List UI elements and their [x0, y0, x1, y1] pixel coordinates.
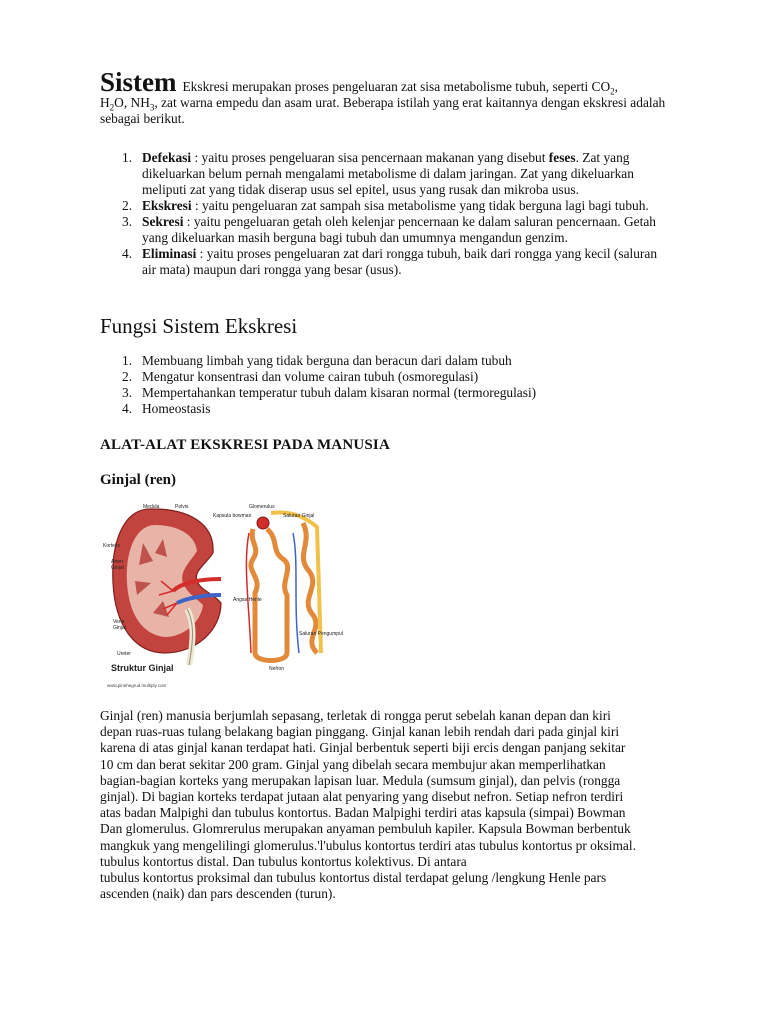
- section-title: Fungsi Sistem Ekskresi: [100, 314, 298, 338]
- term-eliminasi: Eliminasi: [142, 246, 197, 261]
- paragraph-line: Ginjal (ren) manusia berjumlah sepasang, terletak di rongga perut sebelah kanan depan dan kiri: [100, 708, 611, 723]
- label-ureter: Ureter: [117, 651, 131, 657]
- label-nefron: Nefron: [269, 666, 285, 672]
- list-item: [100, 198, 670, 214]
- paragraph-line: mangkuk yang mengelilingi glomerulus.'l'ubulus kontortus terdiri atas tubulus kontortus pr oksimal.: [100, 837, 636, 853]
- list-item: [100, 401, 670, 417]
- function-text: Homeostasis: [142, 401, 211, 416]
- term-text: : yaitu proses pengeluaran sisa pencernaan makanan yang disebut: [191, 150, 549, 165]
- paragraph-line: atas badan Malpighi dan tubulus kontortus. Badan Malpighi terdiri atas kapsula (simpai) Bowman: [100, 805, 626, 821]
- label-ginjal-1: Ginjal: [111, 565, 124, 571]
- paragraph-line: Dan glomerulus. Glomrerulus merupakan anyaman pembuluh kapiler. Kapsula Bowman berbentuk: [100, 821, 631, 837]
- list-item: [100, 214, 670, 246]
- term-ekskresi: Ekskresi: [142, 198, 192, 213]
- paragraph-line: 10 cm dan berat sekitar 200 gram. Ginjal yang dibelah secara membujur akan memperlihatkan: [100, 756, 606, 772]
- label-saluran: Saluran Ginjal: [283, 513, 315, 519]
- document-page: [100, 67, 670, 902]
- label-henle: Angsa Henle: [233, 597, 262, 603]
- list-number: 3.: [122, 214, 133, 229]
- figure-caption: Struktur Ginjal: [111, 663, 174, 673]
- list-number: 1.: [122, 353, 133, 368]
- label-glomerulus: Glomerulus: [249, 504, 275, 510]
- kidney-paragraph: [100, 708, 670, 902]
- heading-organs: ALAT-ALAT EKSKRESI PADA MANUSIA: [100, 437, 391, 453]
- label-kapsula: Kapsula bowman: [213, 513, 252, 519]
- list-item: [100, 385, 670, 401]
- intro-paragraph: [100, 67, 670, 127]
- term-text-2: . Zat yang dikeluarkan belum pernah mengalami metabolisme di dalam jaringan. Zat yang dikeluarkan meliputi zat yang tidak diserap usus sel epitel, usus yang rusak dan mikroba usus.: [142, 150, 634, 197]
- label-pelvis: Pelvis: [175, 504, 189, 510]
- label-pengumpul: Saluran Pengumpul: [299, 631, 343, 637]
- intro-text-d: O, NH: [114, 95, 150, 110]
- intro-text-e: , zat warna empedu dan asam urat. Beberapa istilah yang erat kaitannya dengan ekskresi adalah sebagai berikut.: [100, 95, 666, 126]
- list-item: [100, 246, 670, 278]
- nh3-subscript: 3: [149, 102, 155, 113]
- term-defekasi: Defekasi: [142, 150, 192, 165]
- list-number: 2.: [122, 198, 133, 213]
- paragraph-line: bagian-bagian korteks yang merupakan lapisan luar. Medula (sumsum ginjal), dan pelvis (rongga: [100, 772, 621, 788]
- h2o-subscript: 2: [109, 102, 115, 113]
- paragraph-line: tubulus kontortus proksimal dan tubulus kontortus distal terdapat gelung /lengkung Henle pars: [100, 870, 607, 886]
- label-medula: Medula: [143, 504, 160, 510]
- figure-url: www.pinehegrud.multiply.com: [107, 683, 167, 688]
- term-text: : yaitu pengeluaran zat sampah sisa metabolisme yang tidak berguna lagi bagi tubuh.: [191, 198, 649, 213]
- function-text: Membuang limbah yang tidak berguna dan beracun dari dalam tubuh: [142, 353, 512, 368]
- label-ginjal-2: Ginjal: [113, 625, 126, 631]
- terms-list: [100, 150, 670, 278]
- list-number: 1.: [122, 150, 133, 165]
- list-number: 4.: [122, 401, 133, 416]
- intro-text-b: ,: [614, 79, 618, 94]
- intro-title-word: Sistem: [100, 67, 177, 97]
- list-item: [100, 353, 670, 369]
- list-number: 3.: [122, 385, 133, 400]
- nephron-illustration: [246, 513, 321, 661]
- term-text: : yaitu proses pengeluaran zat dari rongga tubuh, baik dari rongga yang kecil (saluran air mata) maupun dari rongga yang besar (usus).: [142, 246, 658, 277]
- term-feses: feses: [548, 150, 576, 165]
- function-text: Mempertahankan temperatur tubuh dalam kisaran normal (termoregulasi): [142, 385, 537, 400]
- paragraph-line: ascenden (naik) dan pars descenden (turun).: [100, 886, 336, 902]
- label-korteks: Korteks: [103, 543, 120, 549]
- list-item: [100, 150, 670, 198]
- term-sekresi: Sekresi: [142, 214, 184, 229]
- heading-kidney: Ginjal (ren): [100, 472, 176, 488]
- paragraph-line: ginjal). Di bagian korteks terdapat jutaan alat penyaring yang disebut nefron. Setiap nefron terdiri: [100, 789, 624, 805]
- intro-text-a: Ekskresi merupakan proses pengeluaran zat sisa metabolisme tubuh, seperti CO: [182, 79, 611, 94]
- paragraph-line: karena di atas ginjal kanan terdapat hati. Ginjal berbentuk seperti biji ercis dengan panjang sekitar: [100, 740, 626, 756]
- list-item: [100, 369, 670, 385]
- intro-text-c: H: [100, 95, 110, 110]
- list-number: 2.: [122, 369, 133, 384]
- co2-subscript: 2: [610, 86, 615, 97]
- kidney-figure: [103, 503, 363, 693]
- label-vena: Vena: [113, 619, 125, 625]
- label-arteri: Arteri: [111, 559, 123, 565]
- functions-list: [100, 353, 670, 417]
- function-text: Mengatur konsentrasi dan volume cairan tubuh (osmoregulasi): [142, 369, 479, 384]
- term-text: : yaitu pengeluaran getah oleh kelenjar pencernaan ke dalam saluran pencernaan. Getah yang dikeluarkan masih berguna bagi tubuh dan umumnya mengandun genzim.: [142, 214, 656, 245]
- paragraph-line: tubulus kontortus distal. Dan tubulus kontortus kolektivus. Di antara: [100, 853, 467, 869]
- paragraph-line: depan ruas-ruas tulang belakang bagian pinggang. Ginjal kanan lebih rendah dari pada ginjal kiri: [100, 724, 620, 740]
- list-number: 4.: [122, 246, 133, 261]
- kidney-illustration: [113, 509, 221, 665]
